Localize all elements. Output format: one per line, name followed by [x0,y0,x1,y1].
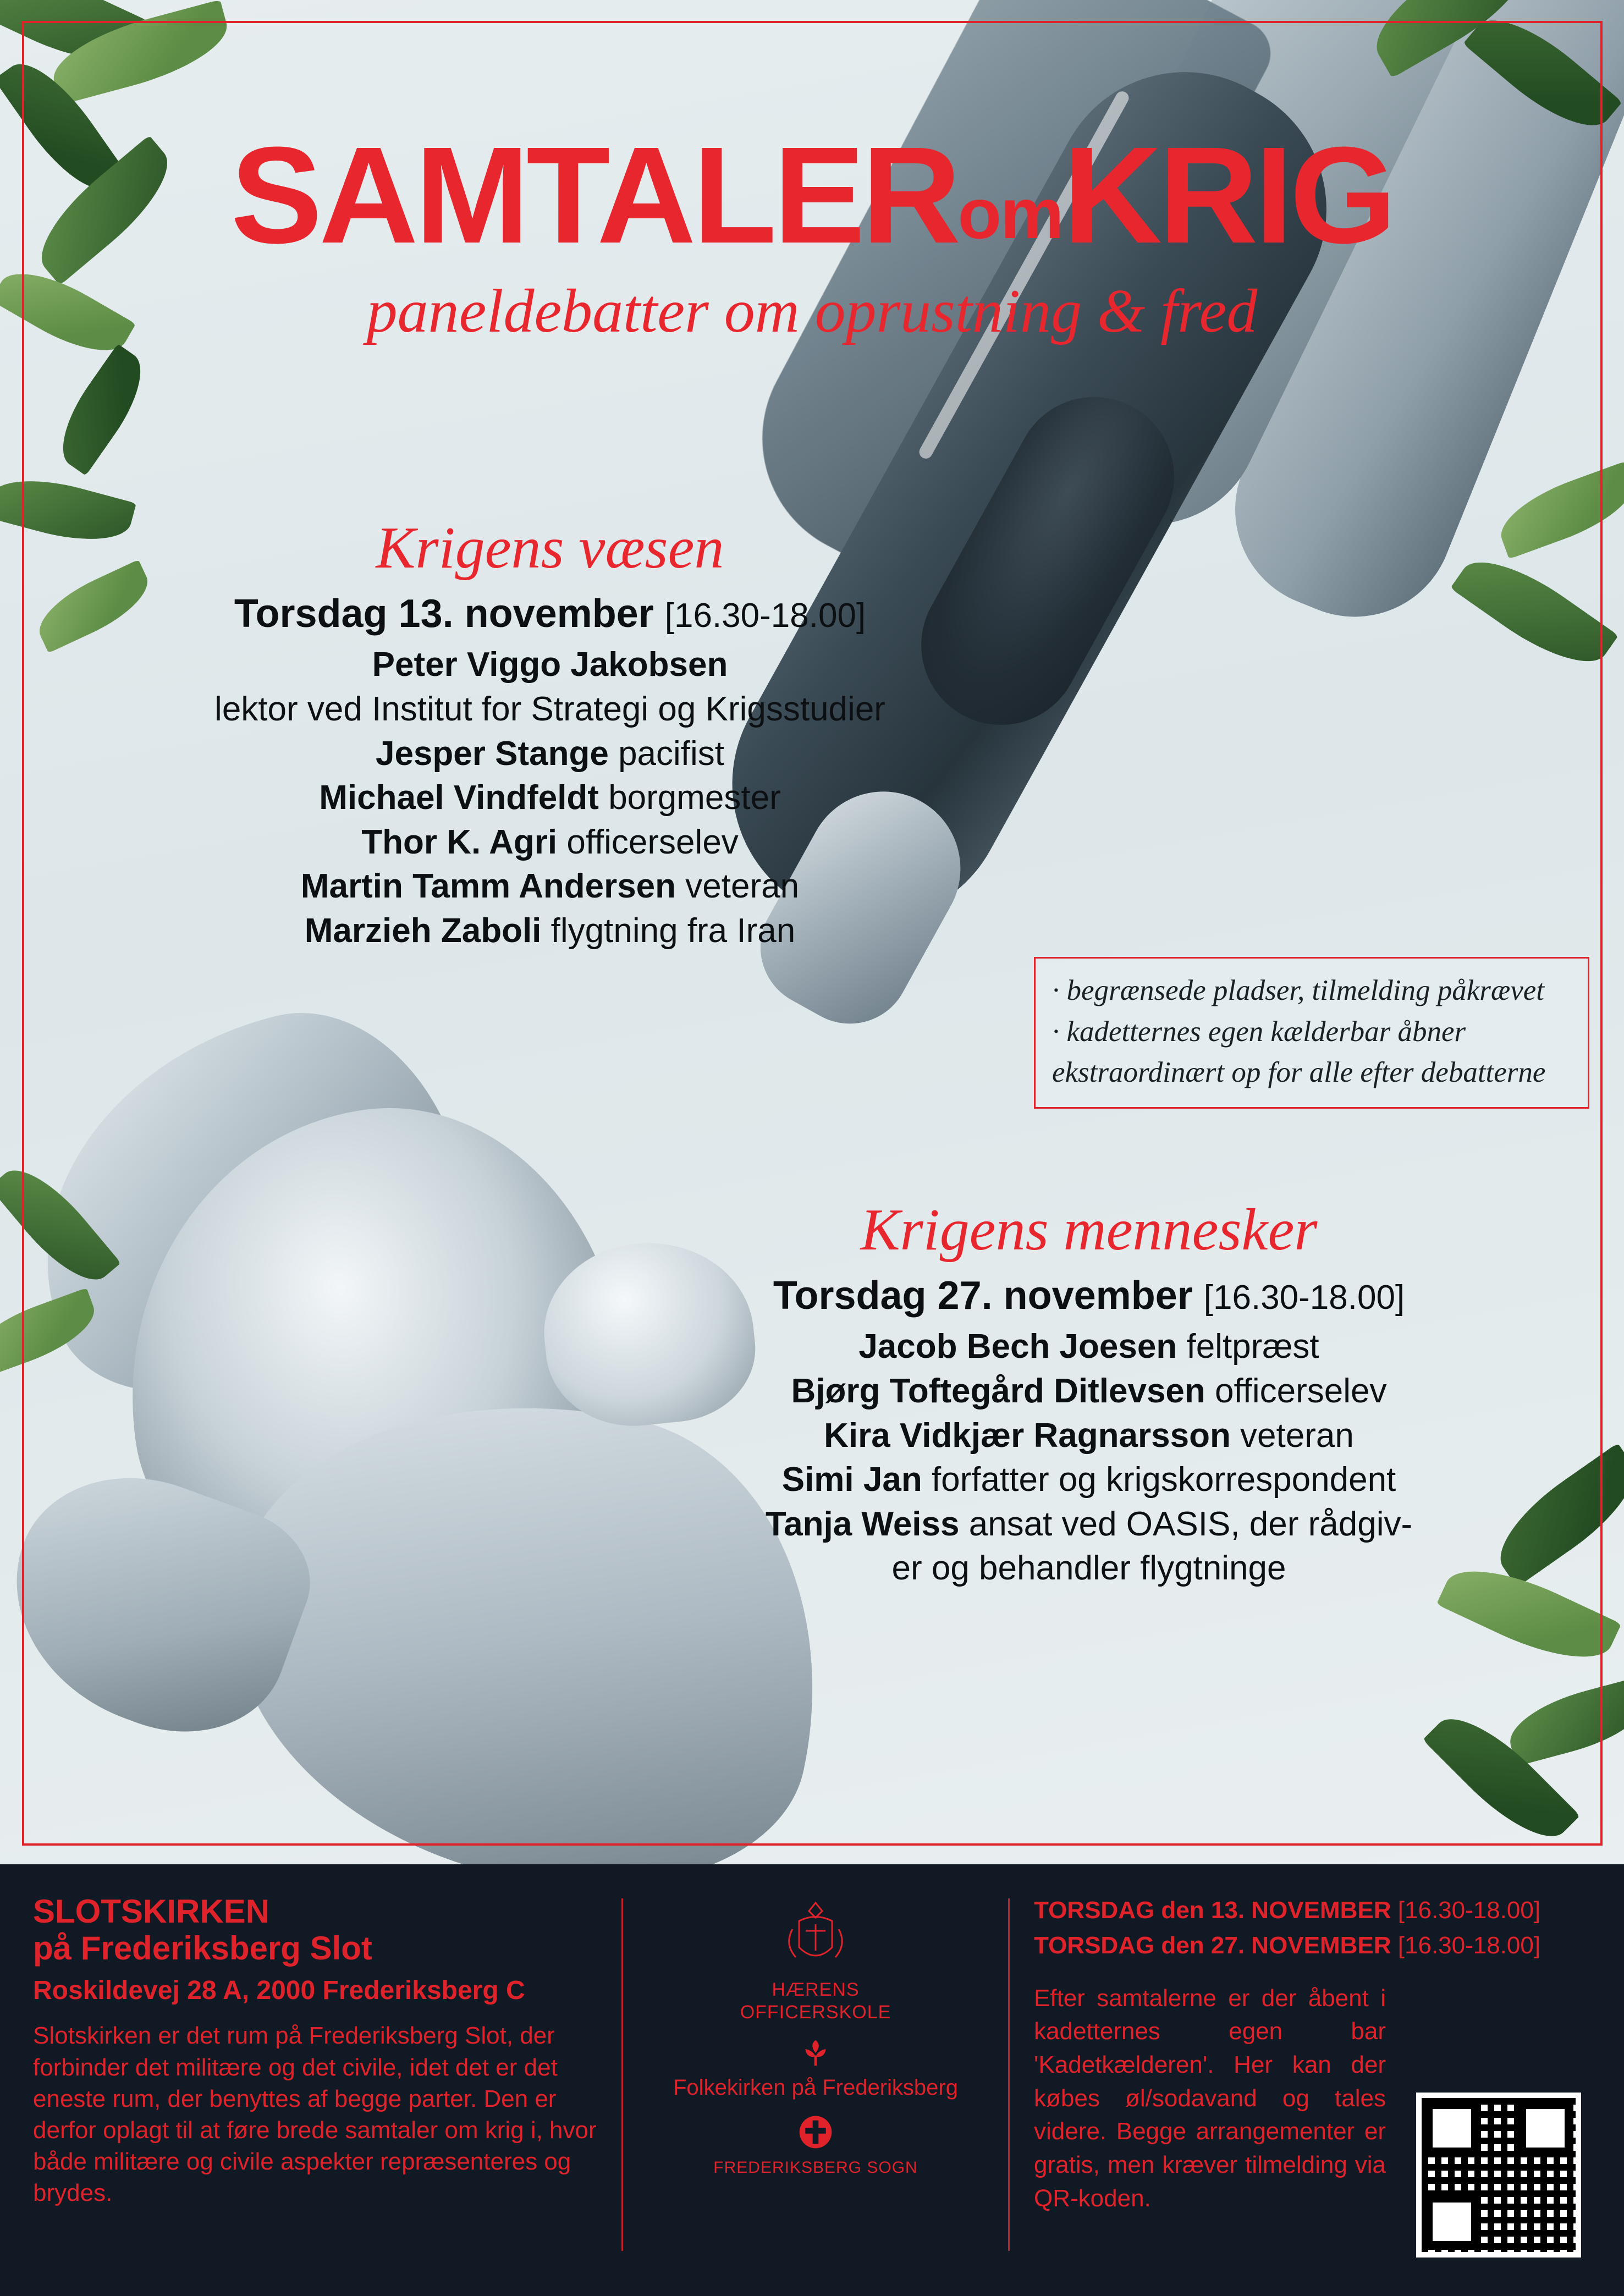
venue-description: Slotskirken er det rum på Frederiksberg Slot, der forbinder det militære og det civile, idet det er det eneste rum, der benyttes af begge parter. Den er derfor oplagt til at føre brede samtaler om krig i, hvor både militære og civile aspekter repræsenteres og brydes. [33,2022,597,2207]
list-item [649,1414,1529,1458]
venue-address: Roskildevej 28 A, 2000 Frederiksberg C [33,1976,525,2006]
panel-date-label: Torsdag 27. november [773,1274,1193,1318]
speaker-name: Marzieh Zaboli [304,911,542,950]
frederiksberg-sogn-logo [645,2110,986,2177]
qr-eye-bottom-left [1425,2195,1479,2249]
speaker-name: Thor K. Agri [361,823,558,861]
qr-eye-top-left [1425,2101,1479,2155]
panel-krigens-mennesker [649,1199,1529,1591]
speaker-role: officerselev [566,823,739,861]
title-word-samtaler: SAMTALER [230,118,958,272]
army-school-line1: HÆRENS [772,1979,860,2000]
speaker-name: Bjørg Toftegård Ditlevsen [791,1372,1205,1410]
speaker-name: Tanja Weiss [765,1505,960,1543]
army-school-line2: OFFICERSKOLE [740,2001,891,2023]
venue-name-line2: på Frederiksberg Slot [33,1930,372,1967]
list-item [165,821,935,865]
speaker-role: borgmester [608,779,781,817]
speaker-name: Simi Jan [781,1461,922,1499]
cross-icon [794,2110,838,2154]
speaker-role: veteran [685,867,800,906]
list-item [165,909,935,954]
panel-time-label: [16.30-18.00] [664,597,866,635]
speaker-role: er og behandler flygtninge [891,1549,1286,1588]
list-item [165,687,935,732]
folkekirken-logo [645,2034,986,2100]
footer-divider-left [621,1898,623,2251]
poster-subtitle: paneldebatter om oprustning & fred [366,277,1258,345]
footer-date-time: [16.30-18.00] [1397,1931,1541,1959]
qr-code[interactable] [1416,2093,1581,2258]
panel-title: Krigens væsen [376,515,724,581]
notice-box [1034,957,1589,1109]
speaker-role: officerselev [1215,1372,1387,1410]
venue-name-line1: SLOTSKIRKEN [33,1893,270,1930]
page-title [0,118,1624,272]
list-item [649,1458,1529,1502]
footer-date-time: [16.30-18.00] [1397,1897,1541,1924]
footer-date-row [1034,1893,1591,1928]
speaker-name: Michael Vindfeldt [319,779,599,817]
speaker-role: lektor ved Institut for Strategi og Krigsstudier [214,690,885,728]
speaker-name: Martin Tamm Andersen [300,867,676,906]
list-item [165,865,935,909]
venue-info [33,1893,621,2267]
list-item [649,1369,1529,1414]
poster-footer [0,1864,1624,2296]
panel-krigens-vaesen [165,517,935,954]
church-flower-icon [796,2034,835,2072]
speaker-role: veteran [1240,1416,1354,1455]
list-item [649,1325,1529,1369]
list-item [165,732,935,777]
speaker-name: Jacob Bech Joesen [858,1328,1177,1366]
qr-eye-top-right [1518,2101,1572,2155]
speaker-name: Peter Viggo Jakobsen [372,646,728,684]
title-word-krig: KRIG [1063,118,1394,272]
notice-line-3: ekstraordinært op for alle efter debatterne [1052,1056,1546,1089]
panel-date [649,1273,1529,1318]
sogn-label: FREDERIKSBERG SOGN [713,2158,918,2177]
speaker-role: feltpræst [1186,1328,1319,1366]
footer-date-label: TORSDAG den 13. NOVEMBER [1034,1897,1391,1924]
title-word-om: om [957,173,1063,254]
logo-column [623,1893,1008,2267]
army-school-label [645,1979,986,2024]
footer-date-row [1034,1928,1591,1963]
footer-dates [1034,1893,1591,1963]
poster-header [0,118,1624,347]
qr-code-pattern [1422,2098,1576,2252]
speaker-name: Jesper Stange [375,734,609,773]
footer-divider-right [1008,1898,1010,2251]
notice-line-2: · kadetternes egen kælderbar åbner [1052,1015,1466,1048]
panel-title: Krigens mennesker [860,1197,1318,1263]
notice-line-1: · begrænsede pladser, tilmelding påkrævet [1052,974,1544,1006]
speaker-role: forfatter og krigskorrespondent [931,1461,1396,1499]
folkekirken-label: Folkekirken på Frederiksberg [673,2075,958,2100]
crest-icon [774,1896,857,1979]
footer-date-label: TORSDAG den 27. NOVEMBER [1034,1931,1391,1959]
army-officer-school-logo [645,1896,986,2024]
speaker-name: Kira Vidkjær Ragnarsson [824,1416,1231,1455]
panel-time-label: [16.30-18.00] [1203,1279,1405,1317]
list-item [165,776,935,821]
speaker-role: flygtning fra Iran [550,911,796,950]
list-item [649,1546,1529,1591]
list-item [165,643,935,687]
speaker-role: pacifist [618,734,725,773]
speaker-role: ansat ved OASIS, der rådgiv- [968,1505,1413,1543]
panel-date [165,591,935,636]
venue-name [33,1893,599,1967]
footer-info-text: Efter samtalerne er der åbent i kadetternes egen bar 'Kadetkælderen'. Her kan der købes øl/sodavand og tales videre. Begge arrangementer er gratis, men kræver tilmelding via QR-koden. [1034,1984,1386,2212]
panel-date-label: Torsdag 13. november [234,592,654,636]
list-item [649,1502,1529,1547]
